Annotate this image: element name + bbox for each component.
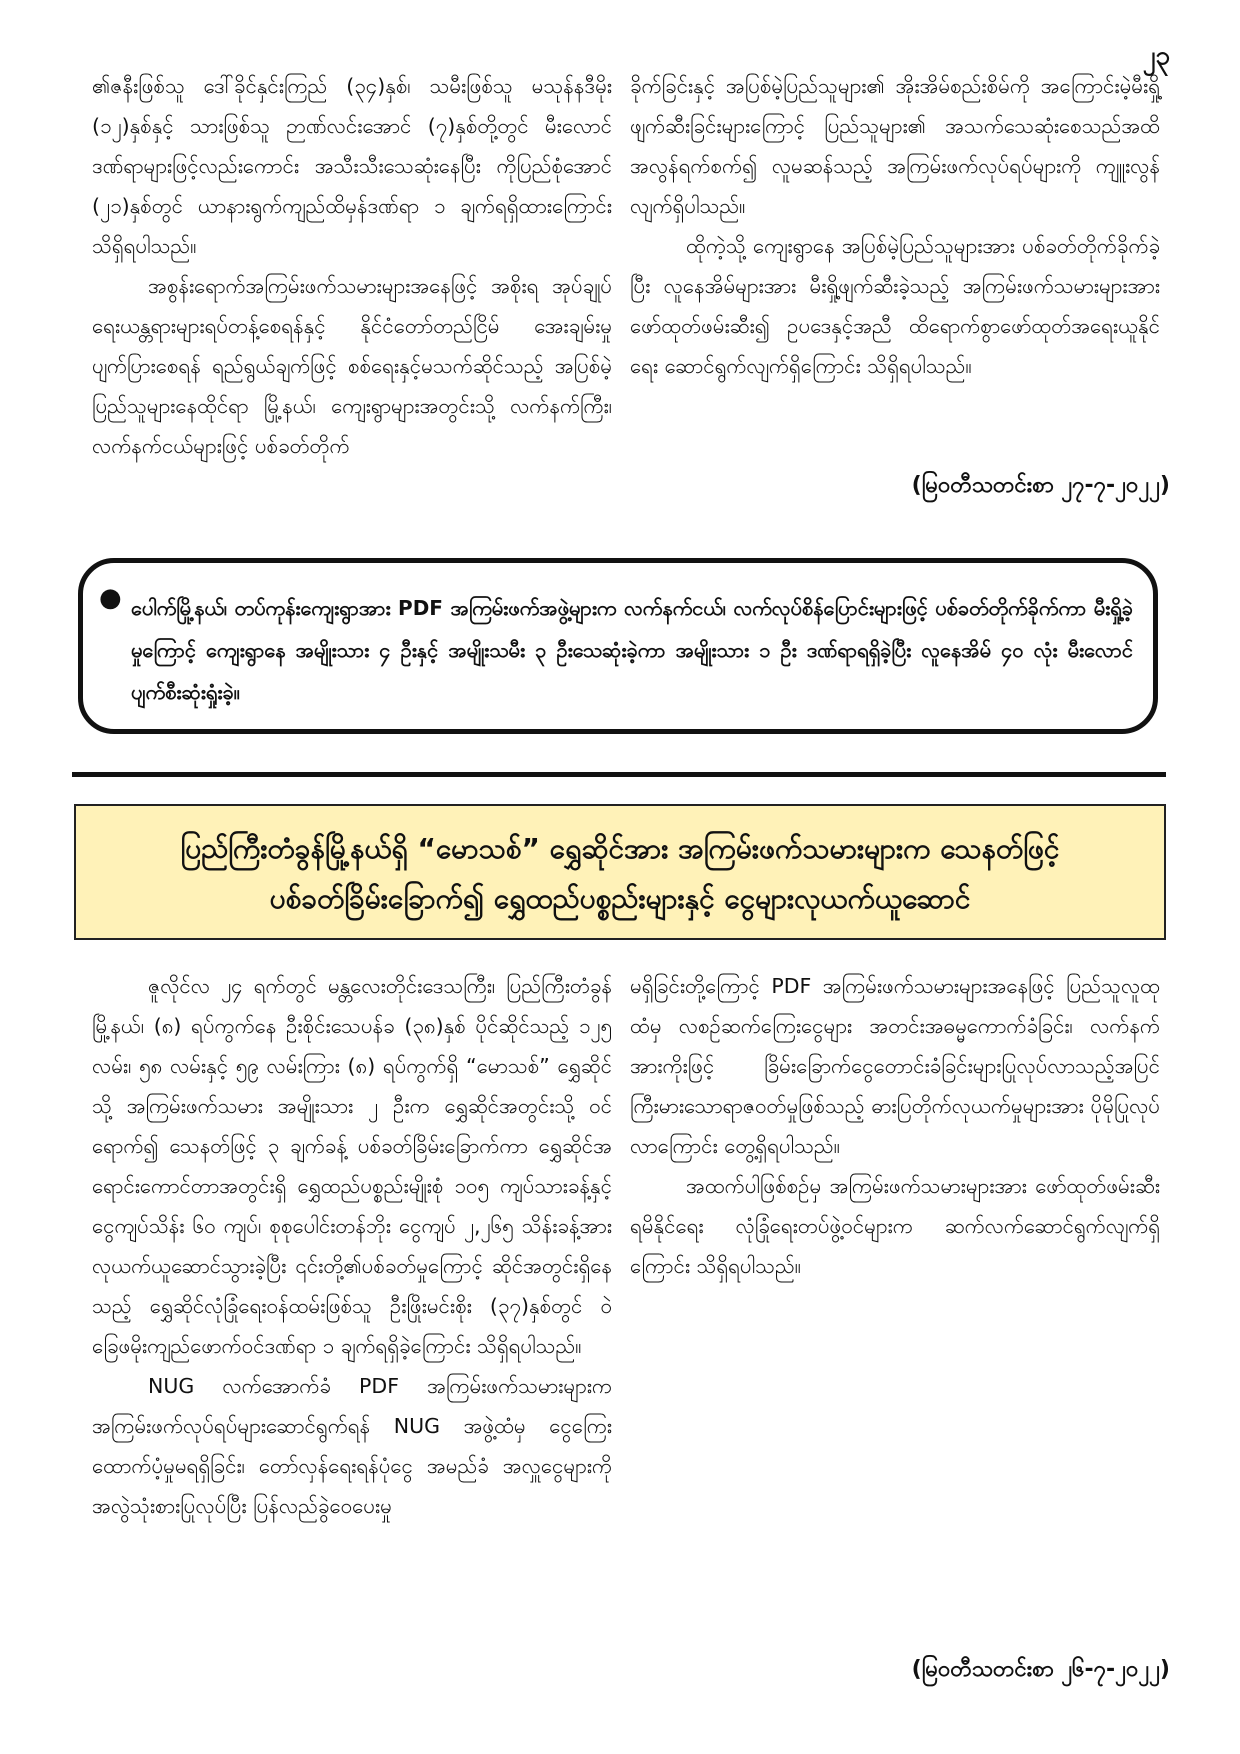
bullet-icon: ● [99, 583, 122, 613]
top-left-paragraph-2: အစွန်းရောက်အကြမ်းဖက်သမားများအနေဖြင့် အစိုးရ အုပ်ချုပ်ရေးယန္တရားများရပ်တန့်စေရန်နှင့် နိုင်ငံတော်တည်ငြိမ် အေးချမ်းမှုပျက်ပြားစေရန် ရည်ရွယ်ချက်ဖြင့် စစ်ရေးနှင့်မသက်ဆိုင်သည့် အပြစ်မဲ့ပြည်သူများနေထိုင်ရာ မြို့နယ်၊ ကျေးရွာများအတွင်းသို့ လက်နက်ကြီး၊ လက်နက်ငယ်များဖြင့် ပစ်ခတ်တိုက် [92, 274, 612, 458]
top-left-paragraph-1: ၏ဇနီးဖြစ်သူ ဒေါ်ခိုင်နှင်းကြည် (၃၄)နှစ်၊ သမီးဖြစ်သူ မသုန်နဒီမိုး (၁၂)နှစ်နှင့် သားဖြစ်သူ ဉာဏ်လင်းအောင် (၇)နှစ်တို့တွင် မီးလောင်ဒဏ်ရာများဖြင့်လည်းကောင်း အသီးသီးသေဆုံးနေပြီး ကိုပြည်စုံအောင် (၂၁)နှစ်တွင် ယာနားရွက်ကျည်ထိမှန်ဒဏ်ရာ ၁ ချက်ရရှိထားကြောင်း သိရှိရပါသည်။ [92, 74, 612, 258]
bottom-left-paragraph-2: NUG လက်အောက်ခံ PDF အကြမ်းဖက်သမားများက အကြမ်းဖက်လုပ်ရပ်များဆောင်ရွက်ရန် NUG အဖွဲ့ထံမှ ငွေကြေးထောက်ပံ့မှုမရရှိခြင်း၊ တော်လှန်ရေးရန်ပုံငွေ အမည်ခံ အလှူငွေများကို အလွဲသုံးစားပြုလုပ်ပြီး ပြန်လည်ခွဲဝေပေးမှု [92, 1374, 612, 1518]
bottom-left-paragraph-1: ဇူလိုင်လ ၂၄ ရက်တွင် မန္တလေးတိုင်းဒေသကြီး၊ ပြည်ကြီးတံခွန်မြို့နယ်၊ (၈) ရပ်ကွက်နေ ဦးစိုင်းသေပန်ခ (၃၈)နှစ် ပိုင်ဆိုင်သည့် ၁၂၅ လမ်း၊ ၅၈ လမ်းနှင့် ၅၉ လမ်းကြား (၈) ရပ်ကွက်ရှိ “မောသစ်” ရွှေဆိုင်သို့ အကြမ်းဖက်သမား အမျိုးသား ၂ ဦးက ရွှေဆိုင်အတွင်းသို့ ဝင်ရောက်၍ သေနတ်ဖြင့် ၃ ချက်ခန့် ပစ်ခတ်ခြိမ်းခြောက်ကာ ရွှေဆိုင်အရောင်းကောင်တာအတွင်းရှိ ရွှေထည်ပစ္စည်းမျိုးစုံ ၁၀၅ ကျပ်သားခန့်နှင့် ငွေကျပ်သိန်း ၆၀ ကျပ်၊ စုစုပေါင်းတန်ဘိုး ငွေကျပ် ၂,၂၆၅ သိန်းခန့်အား လုယက်ယူဆောင်သွားခဲ့ပြီး ၎င်းတို့၏ပစ်ခတ်မှုကြောင့် ဆိုင်အတွင်းရှိနေသည့် ရွှေဆိုင်လုံခြုံရေးဝန်ထမ်းဖြစ်သူ ဦးဖြိုးမင်းစိုး (၃၇)နှစ်တွင် ဝဲခြေဖမိုးကျည်ဖောက်ဝင်ဒဏ်ရာ ၁ ချက်ရရှိခဲ့ကြောင်း သိရှိရပါသည်။ [92, 974, 612, 1358]
callout-text: ပေါက်မြို့နယ်၊ တပ်ကုန်းကျေးရွာအား PDF အကြမ်းဖက်အဖွဲ့များက လက်နက်ငယ်၊ လက်လုပ်စိန်ပြောင်းများဖြင့် ပစ်ခတ်တိုက်ခိုက်ကာ မီးရှို့ခဲ့မှုကြောင့် ကျေးရွာနေ အမျိုးသား ၄ ဦးနှင့် အမျိုးသမီး ၃ ဦးသေဆုံးခဲ့ကာ အမျိုးသား ၁ ဦး ဒဏ်ရာရရှိခဲ့ပြီး လူနေအိမ် ၄၀ လုံး မီးလောင်ပျက်စီးဆုံးရှုံးခဲ့။ [131, 596, 1133, 704]
top-source-citation: (မြဝတီသတင်းစာ ၂၇-၇-၂၀၂၂) [911, 473, 1170, 498]
bottom-right-column [630, 966, 1160, 1286]
headline-line-2: ပစ်ခတ်ခြိမ်းခြောက်၍ ရွှေထည်ပစ္စည်းများနှင့် ငွေများလုယက်ယူဆောင် [269, 882, 971, 915]
headline-line-1: ပြည်ကြီးတံခွန်မြို့နယ်ရှိ “မောသစ်” ရွှေဆိုင်အား အကြမ်းဖက်သမားများက သေနတ်ဖြင့် [180, 832, 1060, 865]
summary-callout-box [78, 558, 1158, 734]
bottom-left-column [92, 966, 612, 1526]
top-right-column [630, 66, 1160, 386]
section-divider [72, 772, 1166, 777]
bottom-right-paragraph-1: မရှိခြင်းတို့ကြောင့် PDF အကြမ်းဖက်သမားများအနေဖြင့် ပြည်သူလူထုထံမှ လစဉ်ဆက်ကြေးငွေများ အတင်းအဓမ္မကောက်ခံခြင်း၊ လက်နက်အားကိုးဖြင့် ခြိမ်းခြောက်ငွေတောင်းခံခြင်းများပြုလုပ်လာသည့်အပြင် ကြီးမားသောရာဇဝတ်မှုဖြစ်သည့် ဓားပြတိုက်လုယက်မှုများအား ပိုမိုပြုလုပ်လာကြောင်း တွေ့ရှိရပါသည်။ [630, 974, 1160, 1158]
bottom-right-paragraph-2: အထက်ပါဖြစ်စဉ်မှ အကြမ်းဖက်သမားများအား ဖော်ထုတ်ဖမ်းဆီးရမိနိုင်ရေး လုံခြုံရေးတပ်ဖွဲ့ဝင်များက ဆက်လက်ဆောင်ရွက်လျက်ရှိကြောင်း သိရှိရပါသည်။ [630, 1174, 1160, 1278]
bottom-source-citation: (မြဝတီသတင်းစာ ၂၆-၇-၂၀၂၂) [911, 1657, 1170, 1682]
top-right-paragraph-1: ခိုက်ခြင်းနှင့် အပြစ်မဲ့ပြည်သူများ၏ အိုးအိမ်စည်းစိမ်ကို အကြောင်းမဲ့မီးရှို့ဖျက်ဆီးခြင်းများကြောင့် ပြည်သူများ၏ အသက်သေဆုံးစေသည်အထိ အလွန်ရက်စက်၍ လူမဆန်သည့် အကြမ်းဖက်လုပ်ရပ်များကို ကျူးလွန်လျက်ရှိပါသည်။ [630, 74, 1160, 218]
article-headline [74, 804, 1166, 940]
top-right-paragraph-2: ထိုကဲ့သို့ ကျေးရွာနေ အပြစ်မဲ့ပြည်သူများအား ပစ်ခတ်တိုက်ခိုက်ခဲ့ပြီး လူနေအိမ်များအား မီးရှို့ဖျက်ဆီးခဲ့သည့် အကြမ်းဖက်သမားများအား ဖော်ထုတ်ဖမ်းဆီး၍ ဥပဒေနှင့်အညီ ထိရောက်စွာဖော်ထုတ်အရေးယူနိုင်ရေး ဆောင်ရွက်လျက်ရှိကြောင်း သိရှိရပါသည်။ [630, 234, 1160, 378]
top-left-column [92, 66, 612, 466]
page-number: ၂၃ [1142, 41, 1170, 71]
